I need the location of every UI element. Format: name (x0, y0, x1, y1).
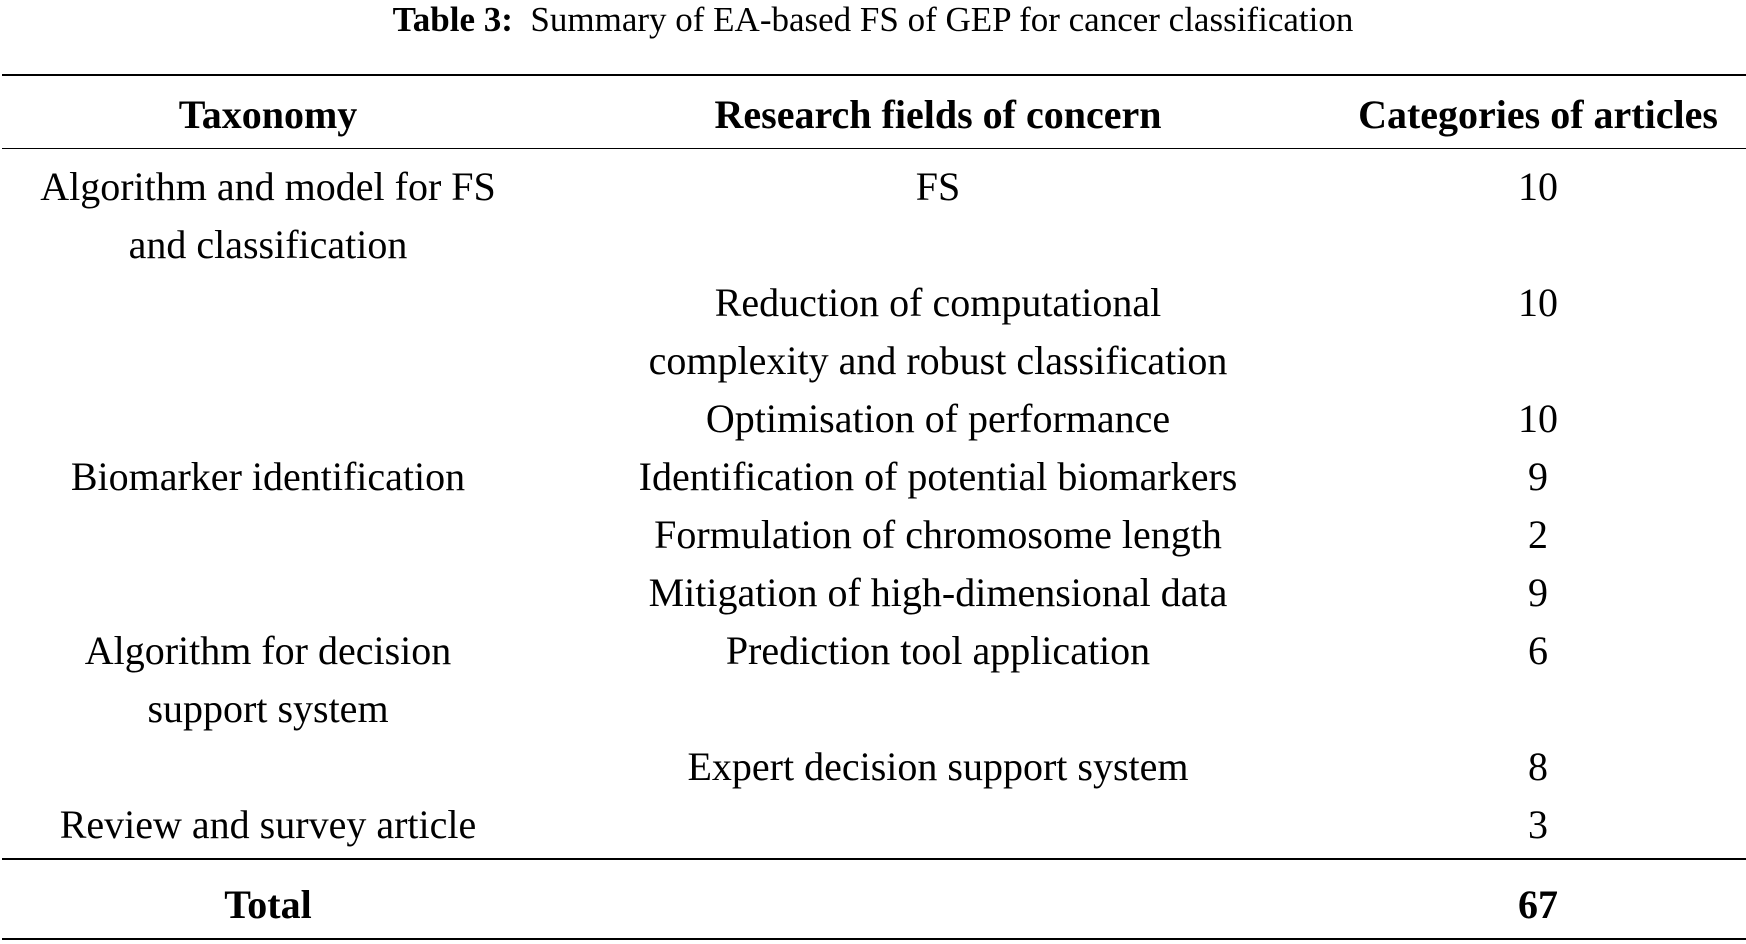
total-count: 67 (1518, 882, 1558, 927)
total-rule (2, 858, 1746, 860)
header-categories: Categories of articles (1358, 92, 1718, 137)
row-3-count: 10 (1518, 396, 1558, 441)
header-rule (2, 148, 1746, 149)
row-7-field: Prediction tool application (725, 628, 1151, 673)
row-8-field: Expert decision support system (687, 744, 1189, 789)
row-7-taxonomy-line-2: support system (147, 686, 389, 731)
row-9-taxonomy: Review and survey article (59, 802, 477, 847)
row-1-field: FS (915, 164, 961, 209)
header-research-fields: Research fields of concern (714, 92, 1162, 137)
row-4-field: Identification of potential biomarkers (638, 454, 1238, 499)
row-2-field-line-2: complexity and robust classification (648, 338, 1228, 383)
row-4-count: 9 (1528, 454, 1548, 499)
row-1-taxonomy-line-2: and classification (128, 222, 408, 267)
row-5-count: 2 (1528, 512, 1548, 557)
row-9-count: 3 (1528, 802, 1548, 847)
row-1-taxonomy-line-1: Algorithm and model for FS (40, 164, 496, 209)
row-2-count: 10 (1518, 280, 1558, 325)
table-bottom-rule (2, 938, 1746, 940)
table-caption (0, 0, 1746, 40)
header-taxonomy: Taxonomy (178, 92, 358, 137)
row-4-taxonomy: Biomarker identification (70, 454, 466, 499)
row-7-count: 6 (1528, 628, 1548, 673)
row-8-count: 8 (1528, 744, 1548, 789)
row-3-field: Optimisation of performance (705, 396, 1171, 441)
row-5-field: Formulation of chromosome length (654, 512, 1222, 557)
row-7-taxonomy-line-1: Algorithm for decision (84, 628, 452, 673)
row-1-count: 10 (1518, 164, 1558, 209)
table-top-rule (2, 74, 1746, 76)
row-6-field: Mitigation of high-dimensional data (648, 570, 1228, 615)
row-6-count: 9 (1528, 570, 1548, 615)
row-2-field-line-1: Reduction of computational (714, 280, 1162, 325)
total-label: Total (224, 882, 312, 927)
table-caption-text: Summary of EA-based FS of GEP for cancer classification (530, 0, 1354, 39)
table-caption-label: Table 3: (392, 0, 513, 39)
